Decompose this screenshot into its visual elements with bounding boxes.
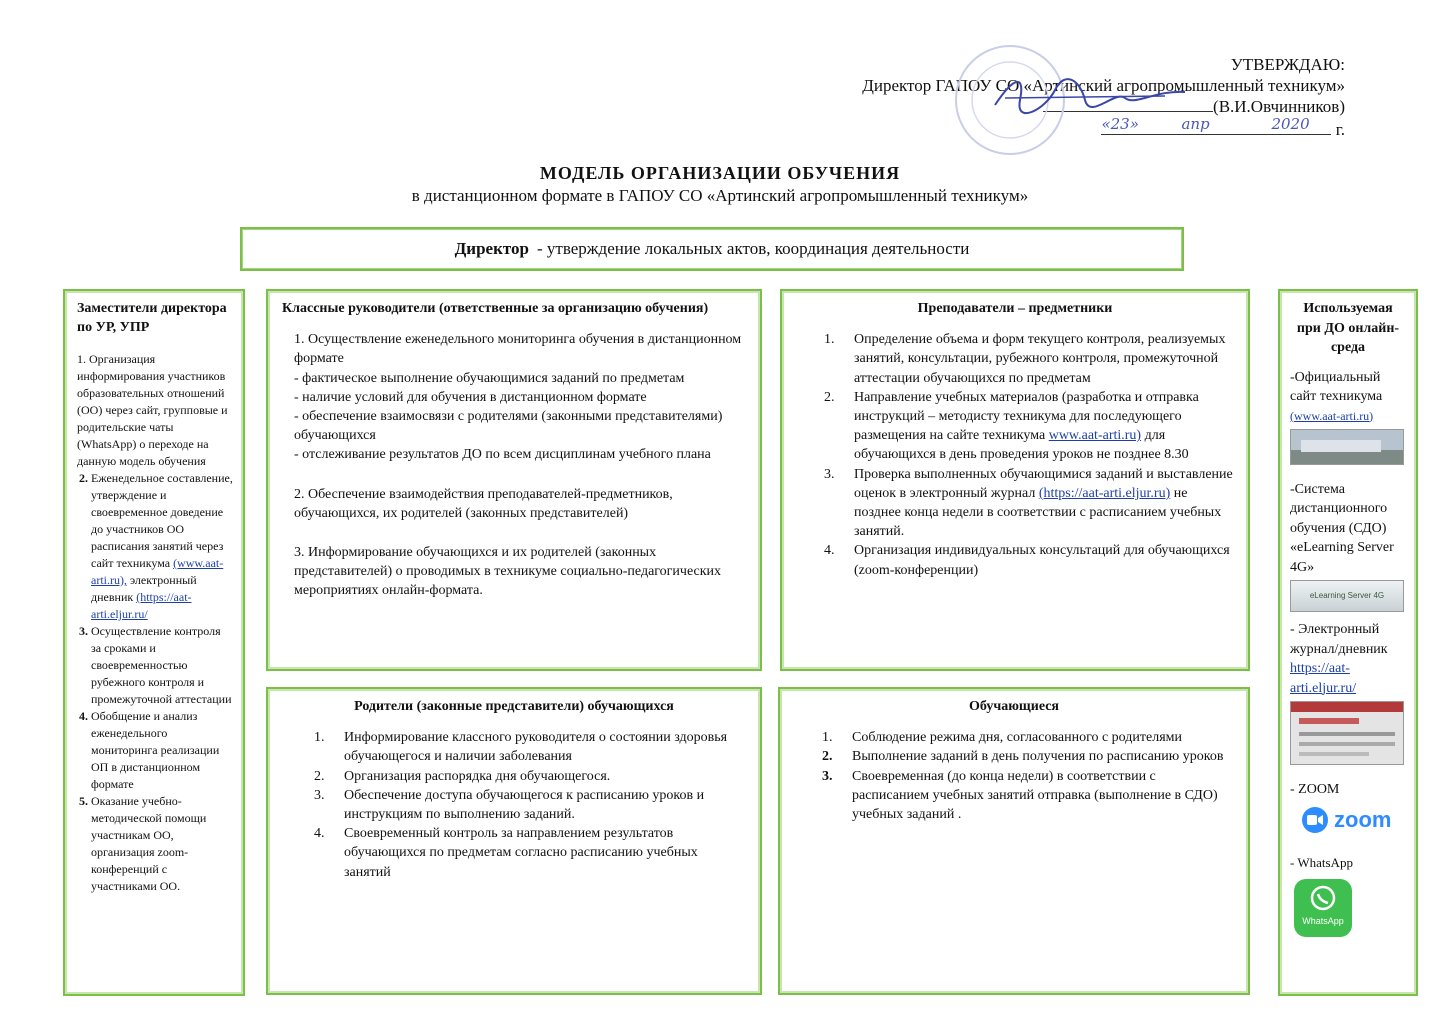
env-zoom-label: - ZOOM (1290, 781, 1340, 797)
parents-item: 3. Обеспечение доступа обучающегося к расписанию уроков и инструкциям по выполнению заданий. (314, 787, 705, 823)
curators-bullet: - обеспечение взаимосвязи с родителями (законными представителями) обучающихся (294, 409, 723, 444)
teachers-box (780, 289, 1250, 671)
title-main: МОДЕЛЬ ОРГАНИЗАЦИИ ОБУЧЕНИЯ (539, 163, 901, 183)
teachers-item: 3. Проверка выполненных обучающимися заданий и выставление оценок в электронный журнал (https://aat-arti.eljur.ru) не позднее конца недели в соответствии с расписанием учебных занятий. (824, 466, 1233, 540)
deputies-item-1: 1. Организация информирования участников образовательных отношений (ОО) через сайт, групповые и родительские чаты (WhatsApp) о переходе на данную модель обучения (77, 352, 228, 468)
curators-bullet: - фактическое выполнение обучающимися заданий по предметам (294, 370, 685, 386)
env-whatsapp-label: - WhatsApp (1290, 855, 1353, 870)
approval-position: Директор ГАПОУ СО «Артинский агропромышленный техникум» (862, 76, 1345, 95)
env-journal-link[interactable]: https://aat-arti.eljur.ru/ (1290, 661, 1357, 696)
students-box (778, 687, 1250, 995)
director-label: Директор (454, 239, 529, 258)
curators-box (266, 289, 762, 671)
curators-heading: Классные руководители (ответственные за организацию обучения) (282, 301, 709, 316)
teachers-item: 4. Организация индивидуальных консультаций для обучающихся (zoom-конференции) (824, 543, 1230, 578)
approval-heading: УТВЕРЖДАЮ: (1230, 55, 1345, 74)
parents-box (266, 687, 762, 995)
students-item: 1. Соблюдение режима дня, согласованного с родителями (822, 730, 1183, 746)
students-item: 2. Выполнение заданий в день получения по расписанию уроков (822, 749, 1224, 765)
environment-box (1278, 289, 1418, 996)
environment-heading: Используемая при ДО онлайн-среда (1296, 301, 1400, 355)
teachers-item: 1. Определение объема и форм текущего контроля, реализуемых занятий, консультации, рубежного контроля, промежуточной аттестации обучающихся по предметам (824, 332, 1226, 386)
parents-heading: Родители (законные представители) обучающихся (354, 699, 674, 714)
deputies-item-4: 4. Обобщение и анализ еженедельного мониторинга реализации ОП в дистанционном формате (91, 708, 233, 793)
approval-name: (В.И.Овчинников) (1213, 97, 1345, 116)
parents-item: 4. Своевременный контроль за направлением результатов обучающихся по предметам согласно расписанию учебных занятий (314, 826, 698, 880)
parents-item: 2. Организация распорядка дня обучающегося. (314, 768, 611, 784)
teachers-site-link[interactable]: www.aat-arti.ru) (1048, 428, 1142, 444)
deputies-box (63, 289, 245, 996)
page-title (0, 163, 1448, 206)
curators-item-1: 1. Осуществление еженедельного мониторинга обучения в дистанционном формате (294, 332, 742, 367)
deputies-item-5: 5. Оказание учебно-методической помощи участникам ОО, организация zoom-конференций с участниками ОО. (91, 793, 233, 895)
teachers-item: 2. Направление учебных материалов (разработка и отправка инструкций – методисту техникума для последующего размещения на сайте техникума www.aat-arti.ru) для обучающихся в день проведения уроков не позднее 8.30 (824, 389, 1199, 463)
deputies-site-link[interactable]: (www.aat-arti.ru), (91, 556, 224, 587)
deputies-item-2: 2. Еженедельное составление, утверждение и своевременное доведение до участников ОО расписания занятий через сайт техникума (www.aat-arti.ru), электронный дневник (https://aat-arti.eljur.ru/ (91, 470, 233, 623)
env-sdo-label: -Система дистанционного обучения (СДО) «eLearning Server 4G» (1290, 481, 1394, 575)
approval-date-suffix: г. (1335, 120, 1345, 139)
students-heading: Обучающиеся (968, 699, 1059, 714)
deputies-journal-link[interactable]: (https://aat-arti.eljur.ru/ (91, 590, 192, 621)
env-site-link[interactable]: (www.aat-arti.ru) (1290, 408, 1374, 423)
director-box (240, 227, 1184, 271)
deputies-heading: Заместители директора по УР, УПР (77, 301, 227, 335)
approval-date-month: апр (1181, 115, 1210, 133)
title-sub: в дистанционном формате в ГАПОУ СО «Артинский агропромышленный техникум» (411, 186, 1029, 205)
elearning-logo-icon: eLearning Server 4G (1290, 580, 1404, 612)
parents-item: 1. Информирование классного руководителя о состоянии здоровья обучающегося и наличии заболевания (314, 730, 728, 765)
curators-bullet: - наличие условий для обучения в дистанционном формате (294, 389, 647, 405)
teachers-heading: Преподаватели – предметники (917, 301, 1113, 316)
env-journal-label: - Электронный журнал/дневник (1290, 622, 1388, 657)
curators-bullet: - отслеживание результатов ДО по всем дисциплинам учебного плана (294, 447, 711, 463)
journal-screenshot-icon (1290, 701, 1404, 765)
env-site-label: -Официальный сайт техникума (1290, 369, 1383, 404)
approval-date (862, 115, 1345, 140)
curators-item-3: 3. Информирование обучающихся и их родителей (законных представителей) о проводимых в техникуме социально-педагогических мероприятиях онлайн-формата. (294, 545, 722, 599)
curators-item-2: 2. Обеспечение взаимодействия преподавателей-предметников, обучающихся, их родителей (законных представителей) (294, 486, 673, 521)
deputies-item-3: 3. Осуществление контроля за сроками и своевременностью рубежного контроля и промежуточной аттестации (91, 623, 233, 708)
approval-date-day: «23» (1101, 115, 1139, 133)
website-screenshot-icon (1290, 429, 1404, 465)
director-text: - утверждение локальных актов, координация деятельности (536, 239, 970, 258)
teachers-journal-link[interactable]: (https://aat-arti.eljur.ru) (1038, 485, 1171, 501)
approval-date-year: 2020 (1271, 115, 1310, 133)
zoom-logo-icon: zoom (1302, 805, 1398, 835)
students-item: 3. Своевременная (до конца недели) в соответствии с расписанием учебных занятий отправка (выполнение в СДО) учебных заданий . (822, 768, 1218, 823)
whatsapp-logo-icon: WhatsApp (1294, 879, 1352, 937)
signature-icon (985, 70, 1195, 120)
